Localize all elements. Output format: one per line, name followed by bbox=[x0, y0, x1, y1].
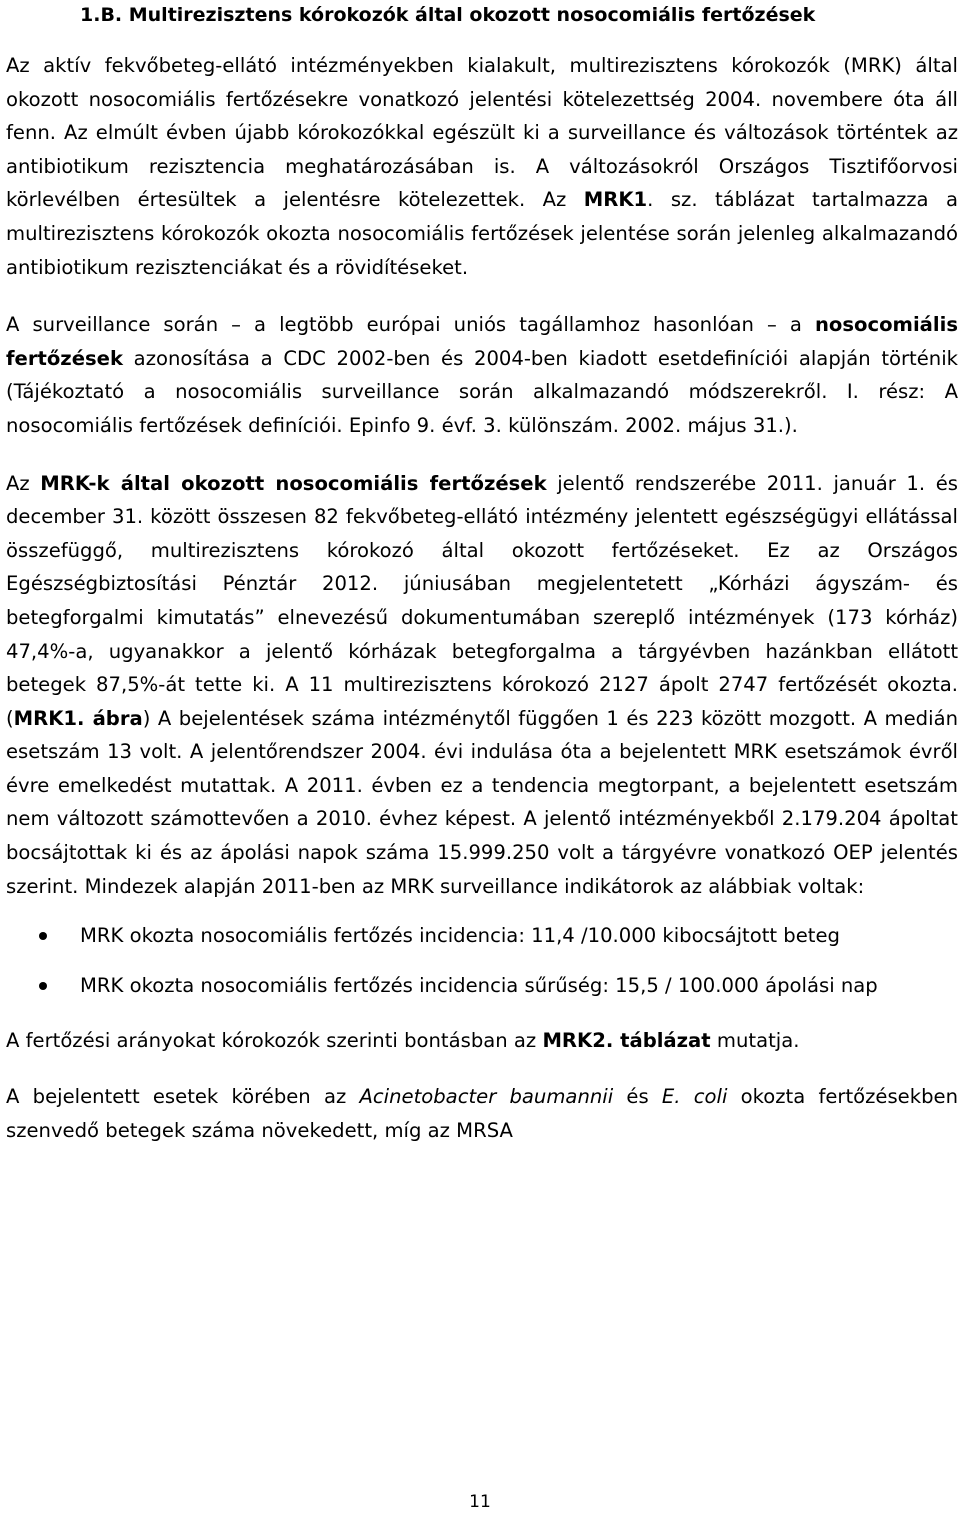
species-acinetobacter: Acinetobacter baumannii bbox=[359, 1085, 614, 1109]
paragraph-reported-cases bbox=[6, 1080, 958, 1147]
list-item-text: MRK okozta nosocomiális fertőzés incidencia: 11,4 /10.000 kibocsájtott beteg bbox=[80, 924, 840, 948]
paragraph-text: azonosítása a CDC 2002-ben és 2004-ben kiadott esetdefiníciói alapján történik (Tájékoztató a nosocomiális surveillance során alkalmazandó módszerekről. I. rész: A nosocomiális fertőzések definíciói. Epinfo 9. évf. 3. különszám. 2002. május 31.). bbox=[6, 346, 958, 437]
indicator-list bbox=[6, 919, 958, 1002]
paragraph-text: . sz. táblázat tartalmazza a multirezisztens kórokozók okozta nosocomiális fertőzések jelentése során jelenleg alkalmazandó antibiotikum rezisztenciákat és a rövidítéseket. bbox=[6, 188, 958, 279]
reference-mrk1-figure: MRK1. ábra bbox=[13, 706, 143, 730]
term-mrk-infections: MRK-k által okozott nosocomiális fertőzések bbox=[40, 471, 547, 495]
species-e-coli: E. coli bbox=[661, 1085, 728, 1109]
paragraph-text: mutatja. bbox=[710, 1029, 800, 1053]
bullet-icon bbox=[39, 982, 47, 990]
paragraph-mrk-statistics bbox=[6, 467, 958, 904]
term-nosocomial-infections: nosocomiális fertőzések bbox=[6, 313, 958, 370]
paragraph-text: és bbox=[613, 1085, 662, 1109]
page-number: 11 bbox=[469, 1492, 491, 1512]
list-item-text: MRK okozta nosocomiális fertőzés incidencia sűrűség: 15,5 / 100.000 ápolási nap bbox=[80, 973, 878, 997]
list-item bbox=[6, 969, 958, 1003]
paragraph-mrk-reporting bbox=[6, 49, 958, 284]
reference-mrk2-table: MRK2. táblázat bbox=[542, 1029, 711, 1053]
paragraph-infection-rates bbox=[6, 1024, 958, 1058]
section-heading: 1.B. Multirezisztens kórokozók által okozott nosocomiális fertőzések bbox=[80, 4, 816, 26]
paragraph-surveillance bbox=[6, 308, 958, 442]
paragraph-text: okozta fertőzésekben szenvedő betegek száma növekedett, míg az MRSA bbox=[6, 1085, 958, 1142]
paragraph-text: jelentő rendszerébe 2011. január 1. és december 31. között összesen 82 fekvőbeteg-ellátó intézmény jelentett egészségügyi ellátással összefüggő, multirezisztens kórokozó által okozott fertőzéseket. Ez az Országos Egészségbiztosítási Pénztár 2012. júniusában megjelentetett „Kórházi ágyszám- és betegforgalmi kimutatás” elnevezésű dokumentumában szereplő intézmények (173 kórház) 47,4%-a, ugyanakkor a jelentő kórházak betegforgalma a tárgyévben hazánkban ellátott betegek 87,5%-át tette ki. A 11 multirezisztens kórokozó 2127 ápolt 2747 fertőzését okozta. ( bbox=[6, 471, 958, 730]
paragraph-text: A fertőzési arányokat kórokozók szerinti bontásban az bbox=[6, 1029, 543, 1053]
list-item bbox=[6, 919, 958, 953]
paragraph-text: A bejelentett esetek körében az bbox=[6, 1085, 360, 1109]
reference-mrk1: MRK1 bbox=[583, 188, 648, 212]
paragraph-text: Az aktív fekvőbeteg-ellátó intézményekben kialakult, multirezisztens kórokozók (MRK) által okozott nosocomiális fertőzésekre vonatkozó jelentési kötelezettség 2004. novembere óta áll fenn. Az elmúlt évben újabb kórokozókkal egészült ki a surveillance és változások történtek az antibiotikum rezisztencia meghatározásában is. A változásokról Országos Tisztifőorvosi körlevélben értesültek a jelentésre kötelezettek. Az bbox=[6, 54, 958, 212]
bullet-icon bbox=[39, 932, 47, 940]
document-page bbox=[6, 0, 958, 1147]
paragraph-text: ) A bejelentések száma intézménytől függően 1 és 223 között mozgott. A medián esetszám 13 volt. A jelentőrendszer 2004. évi indulása óta a bejelentett MRK esetszámok évről évre emelkedést mutattak. A 2011. évben ez a tendencia megtorpant, a bejelentett esetszám nem változott számottevően a 2010. évhez képest. A jelentő intézményekből 2.179.204 ápoltat bocsájtottak ki és az ápolási napok száma 15.999.250 volt a tárgyévre vonatkozó OEP jelentés szerint. Mindezek alapján 2011-ben az MRK surveillance indikátorok az alábbiak voltak: bbox=[6, 706, 958, 898]
paragraph-text: A surveillance során – a legtöbb európai uniós tagállamhoz hasonlóan – a bbox=[6, 313, 815, 337]
paragraph-text: Az bbox=[6, 471, 41, 495]
